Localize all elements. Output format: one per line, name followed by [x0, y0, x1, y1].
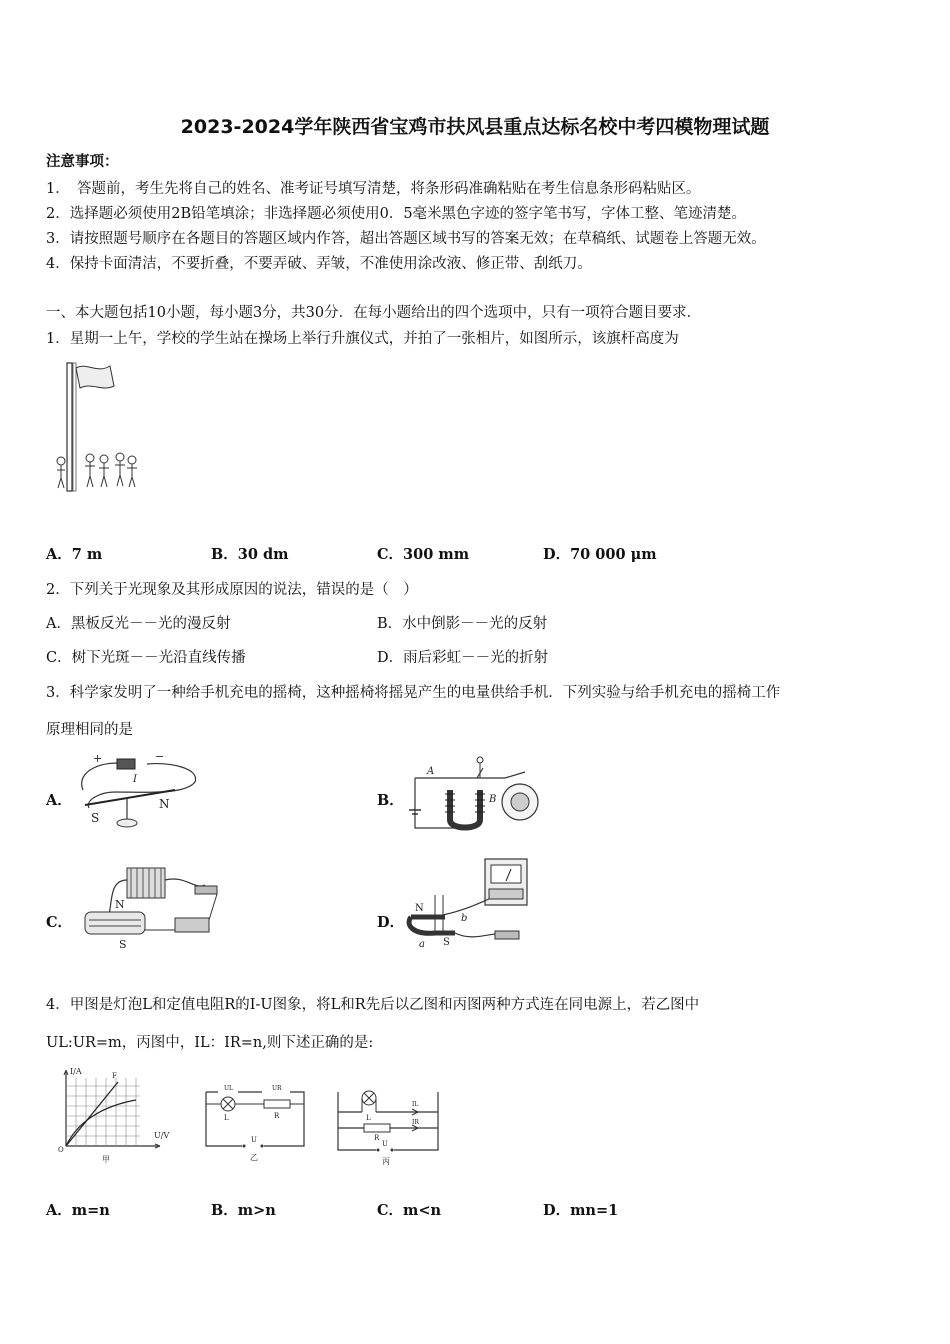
- north-label: N: [415, 903, 424, 914]
- south-label: S: [91, 811, 100, 825]
- point-a-label: a: [419, 939, 425, 950]
- series-circuit-figure: [200, 1080, 310, 1165]
- notice-heading: 注意事项：: [46, 153, 119, 170]
- question-4-stem: 4．甲图是灯泡L和定值电阻R的I-U图象，将L和R先后以乙图和丙图两种方式连在同电源上，若乙图中: [46, 997, 700, 1013]
- q4-option-b: B．m>n: [211, 1202, 276, 1219]
- q1-option-d: D．70 000 μm: [543, 546, 657, 563]
- question-1-stem: 1．星期一上午，学校的学生站在操场上举行升旗仪式，并拍了一张相片，如图所示，该旗杆高度为: [46, 331, 679, 347]
- graph-y-label: I/A: [70, 1067, 82, 1076]
- page-title: 2023-2024学年陕西省宝鸡市扶风县重点达标名校中考四模物理试题: [180, 116, 770, 138]
- question-4-stem-cont: UL:UR=m，丙图中，IL：IR=n,则下述正确的是:: [46, 1035, 374, 1051]
- q4-option-d: D．mn=1: [543, 1202, 619, 1219]
- section-heading: 一、本大题包括10小题，每小题3分，共30分．在每小题给出的四个选项中，只有一项符合题目要求．: [46, 305, 702, 321]
- origin-label: O: [58, 1146, 64, 1154]
- electric-bell-figure: [405, 750, 545, 835]
- parallel-circuit-figure: [332, 1080, 447, 1168]
- north-label: N: [115, 898, 125, 911]
- flagpole-figure: [52, 358, 147, 493]
- iu-graph-figure: [48, 1066, 178, 1166]
- notice-item: 4．保持卡面清洁，不要折叠，不要弄破、弄皱，不准使用涂改液、修正带、刮纸刀。: [46, 256, 592, 272]
- north-label: N: [159, 797, 170, 811]
- minus-sign: −: [155, 750, 165, 763]
- resistor-label: R: [374, 1134, 380, 1142]
- q4-option-a: A．m=n: [46, 1202, 110, 1219]
- figure-yi-label: 乙: [250, 1153, 258, 1162]
- point-b-label: b: [461, 913, 468, 924]
- question-2-stem: 2．下列关于光现象及其形成原因的说法，错误的是（ ）: [46, 582, 418, 598]
- south-label: S: [119, 938, 127, 951]
- q3-label-a: A．: [46, 792, 72, 809]
- q3-label-b: B．: [377, 792, 404, 809]
- question-3-stem: 3．科学家发明了一种给手机充电的摇椅，这种摇椅将摇晃产生的电量供给手机．下列实验与给手机充电的摇椅工作: [46, 685, 781, 701]
- south-label: S: [443, 937, 450, 948]
- lamp-label: L: [366, 1114, 371, 1122]
- notice-item: 1． 答题前，考生先将自己的姓名、准考证号填写清楚，将条形码准确粘贴在考生信息条形码粘贴区。: [46, 181, 701, 197]
- contact-a-label: A: [427, 766, 435, 777]
- q4-option-c: C．m<n: [377, 1202, 442, 1219]
- lamp-label: L: [224, 1114, 229, 1122]
- figure-bing-label: 丙: [382, 1157, 390, 1166]
- question-3-stem-cont: 原理相同的是: [46, 722, 133, 738]
- source-label: U: [382, 1140, 388, 1148]
- graph-line-label: F: [112, 1072, 117, 1080]
- q1-option-a: A．7 m: [46, 546, 103, 563]
- q2-option-d: D．雨后彩虹－－光的折射: [377, 650, 549, 666]
- galvanometer-figure: [405, 855, 535, 950]
- notice-item: 3．请按照题号顺序在各题目的答题区域内作答，超出答题区域书写的答案无效；在草稿纸、试题卷上答题无效。: [46, 231, 766, 247]
- graph-x-label: U/V: [154, 1131, 170, 1140]
- resistor-label: R: [274, 1112, 280, 1120]
- contact-b-label: B: [489, 794, 497, 805]
- current-label: I: [133, 774, 137, 785]
- lamp-voltage-label: UL: [224, 1085, 234, 1092]
- resistor-voltage-label: UR: [272, 1085, 282, 1092]
- q3-label-d: D．: [377, 914, 405, 931]
- compass-wire-figure: [75, 750, 205, 832]
- lamp-current-label: IL: [412, 1101, 419, 1108]
- q2-option-a: A．黑板反光－－光的漫反射: [46, 616, 231, 632]
- motor-battery-figure: [75, 860, 225, 950]
- q1-option-c: C．300 mm: [377, 546, 470, 563]
- q3-label-c: C．: [46, 914, 73, 931]
- source-label: U: [251, 1136, 257, 1144]
- figure-jia-label: 甲: [102, 1155, 110, 1164]
- notice-item: 2．选择题必须使用2B铅笔填涂；非选择题必须使用0．5毫米黑色字迹的签字笔书写，字体工整、笔迹清楚。: [46, 206, 747, 222]
- q1-option-b: B．30 dm: [211, 546, 289, 563]
- plus-sign: +: [93, 752, 103, 765]
- q2-option-c: C．树下光斑－－光沿直线传播: [46, 650, 246, 666]
- resistor-current-label: IR: [412, 1119, 419, 1126]
- q2-option-b: B．水中倒影－－光的反射: [377, 616, 548, 632]
